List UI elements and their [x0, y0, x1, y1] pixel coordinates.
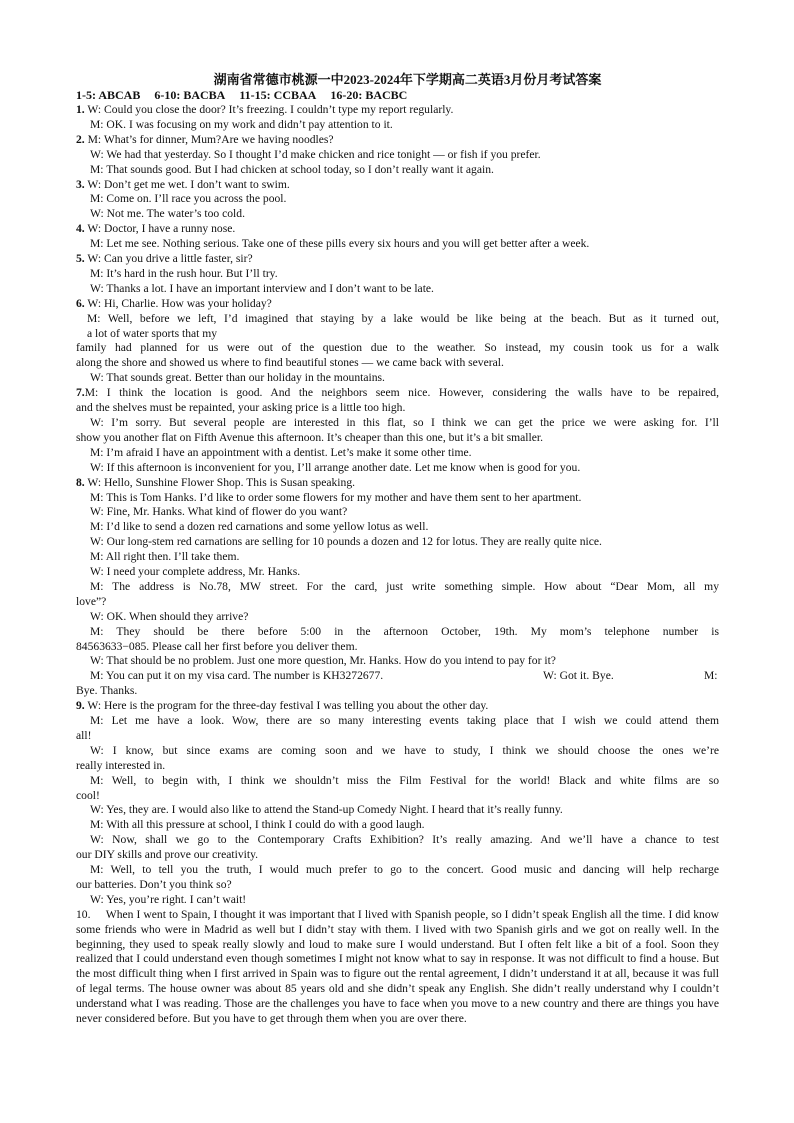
dialogue-line: M: You can put it on my visa card. The number is KH3272677. W: Got it. Bye. M:: [90, 669, 718, 683]
dialogue-line: our DIY skills and prove our creativity.: [76, 848, 259, 862]
dialogue-line: W: Not me. The water’s too cold.: [90, 207, 245, 221]
dialogue-line: M: I’d like to send a dozen red carnations and some yellow lotus as well.: [90, 520, 429, 534]
question-number: 10.: [76, 907, 91, 921]
dialogue-line: show you another flat on Fifth Avenue this afternoon. It’s cheaper than this one, but it’s a bit smaller.: [76, 430, 543, 444]
dialogue-line: 9. W: Here is the program for the three-day festival I was telling you about the other day.: [76, 699, 489, 713]
question-number: 4.: [76, 222, 85, 236]
dialogue-line: M: Well, to begin with, I think we shouldn’t miss the Film Festival for the world! Black and white films are so: [90, 773, 719, 787]
dialogue-line: W: We had that yesterday. So I thought I’d make chicken and rice tonight — or fish if you prefer.: [90, 147, 541, 161]
dialogue-line: and the shelves must be repainted, your asking price is a little too high.: [76, 401, 406, 415]
dialogue-line: 6. W: Hi, Charlie. How was your holiday?: [76, 296, 272, 310]
passage-text: When I went to Spain, I thought it was important that I lived with Spanish people, so I didn’t speak English all the time. I did know some friends who were in Madrid as well but I didn’t stay with them. I lived with two Spanish girls and we got on really well. In the beginning, they used to speak really slowly and loud to make sure I would understand. But I often felt like a bit of a fool. Soon they realized that I could understand even though sometimes I might not know what to say in response. It was not difficult to find a house. But the most difficult thing when I first arrived in Spain was to figure out the rental agreement, I didn’t understand it at all, because it was full of legal terms. The house owner was about 85 years old and she didn’t speak any English. She didn’t really understand why I couldn’t understand what I was reading. Those are the challenges you have to face when you move to a new country and there are things you have never considered before. But you have to get through them when you are over there.: [76, 907, 719, 1026]
dialogue-line: love”?: [76, 594, 107, 608]
dialogue-line: 8. W: Hello, Sunshine Flower Shop. This is Susan speaking.: [76, 475, 356, 489]
dialogue-line: really interested in.: [76, 758, 166, 772]
dialogue-line: M: Come on. I’ll race you across the pool.: [90, 192, 287, 206]
dialogue-line: all!: [76, 728, 92, 742]
dialogue-line: Bye. Thanks.: [76, 684, 138, 698]
dialogue-line: W: OK. When should they arrive?: [90, 609, 249, 623]
dialogue-line: M: All right then. I’ll take them.: [90, 550, 240, 564]
dialogue-line: 4. W: Doctor, I have a runny nose.: [76, 222, 236, 236]
dialogue-line: M: Let me see. Nothing serious. Take one of these pills every six hours and you will get better after a week.: [90, 237, 590, 251]
dialogue-line: 3. W: Don’t get me wet. I don’t want to swim.: [76, 177, 290, 191]
dialogue-line: 2. M: What’s for dinner, Mum?Are we having noodles?: [76, 132, 334, 146]
answer-group: 11-15: CCBAA: [239, 88, 317, 102]
question-number: 6.: [76, 296, 85, 310]
dialogue-line: M: That sounds good. But I had chicken at school today, so I don’t really want it again.: [90, 162, 494, 176]
dialogue-line: M: Well, before we left, I’d imagined that staying by a lake would be like being at the beach. But as it turned out,: [87, 311, 719, 325]
dialogue-line: W: I’m sorry. But several people are interested in this flat, so I think we can get the price we were asking for. I’ll: [90, 415, 719, 429]
dialogue-line: W: That should be no problem. Just one more question, Mr. Hanks. How do you intend to pay for it?: [90, 654, 556, 668]
dialogue-line: M: This is Tom Hanks. I’d like to order some flowers for my mother and have them sent to her apartment.: [90, 490, 582, 504]
question-number: 5.: [76, 252, 85, 266]
question-number: 3.: [76, 177, 85, 191]
dialogue-line: M: It’s hard in the rush hour. But I’ll try.: [90, 266, 278, 280]
dialogue-line: M: Well, to tell you the truth, I would much prefer to go to the concert. Good music and dancing will help recharge: [90, 863, 719, 877]
dialogue-line: M: With all this pressure at school, I think I could do with a good laugh.: [90, 818, 425, 832]
dialogue-line: 1. W: Could you close the door? It’s freezing. I couldn’t type my report regularly.: [76, 103, 454, 116]
dialogue-line: our batteries. Don’t you think so?: [76, 877, 232, 891]
dialogue-line: along the shore and showed us where to find beautiful stones — we came back with several.: [76, 356, 504, 370]
dialogue-line: M: They should be there before 5:00 in the afternoon October, 19th. My mom’s telephone number is: [90, 624, 719, 638]
question-number: 9.: [76, 699, 85, 713]
dialogue-line: W: Fine, Mr. Hanks. What kind of flower do you want?: [90, 505, 348, 519]
dialogue-line: M: I’m afraid I have an appointment with a dentist. Let’s make it some other time.: [90, 445, 472, 459]
answer-key: [76, 88, 719, 103]
dialogue-line: M: The address is No.78, MW street. For the card, just write something simple. How about “Dear Mom, all my: [90, 579, 719, 593]
dialogue-line: family had planned for us were out of the question due to the weather. So instead, my cousin took us for a walk: [76, 341, 719, 355]
dialogue-line: W: I know, but since exams are coming soon and we have to study, I think we should choose the ones we’re: [90, 743, 719, 757]
dialogue-line: W: Now, shall we go to the Contemporary Crafts Exhibition? It’s really amazing. And we’ll have a chance to test: [90, 833, 719, 847]
dialogue-line: a lot of water sports that my: [87, 326, 218, 340]
dialogue-line: W: Thanks a lot. I have an important interview and I don’t want to be late.: [90, 281, 434, 295]
passage-10: [76, 908, 719, 1027]
answer-document: [76, 72, 719, 1027]
question-number: 7.: [76, 386, 85, 400]
dialogue-line: W: Our long-stem red carnations are selling for 10 pounds a dozen and 12 for lotus. They are really quite nice.: [90, 535, 602, 549]
question-number: 2.: [76, 132, 85, 146]
dialogue-line: 84563633−085. Please call her first before you deliver them.: [76, 639, 358, 653]
dialogue-line: W: If this afternoon is inconvenient for you, I’ll arrange another date. Let me know when is good for you.: [90, 460, 581, 474]
dialogue-line: 5. W: Can you drive a little faster, sir?: [76, 252, 253, 266]
answer-group: 1-5: ABCAB: [76, 88, 141, 102]
question-number: 8.: [76, 475, 85, 489]
dialogue-line: 7.M: I think the location is good. And the neighbors seem nice. However, considering the walls have to be repaired,: [76, 386, 719, 400]
answer-group: 6-10: BACBA: [154, 88, 226, 102]
page-title: 湖南省常德市桃源一中2023-2024年下学期高二英语3月份月考试答案: [213, 72, 602, 87]
answer-group: 16-20: BACBC: [330, 88, 408, 102]
dialogue-line: M: OK. I was focusing on my work and didn’t pay attention to it.: [90, 117, 393, 131]
dialogue-line: W: Yes, you’re right. I can’t wait!: [90, 892, 247, 906]
dialogue-line: M: Let me have a look. Wow, there are so many interesting events taking place that I wish we could attend them: [90, 714, 719, 728]
dialogue-line: W: Yes, they are. I would also like to attend the Stand-up Comedy Night. I heard that it’s really funny.: [90, 803, 563, 817]
dialogue-line: W: That sounds great. Better than our holiday in the mountains.: [90, 371, 385, 385]
question-number: 1.: [76, 103, 85, 116]
dialogue-line: cool!: [76, 788, 100, 802]
dialogue-line: W: I need your complete address, Mr. Hanks.: [90, 565, 301, 579]
